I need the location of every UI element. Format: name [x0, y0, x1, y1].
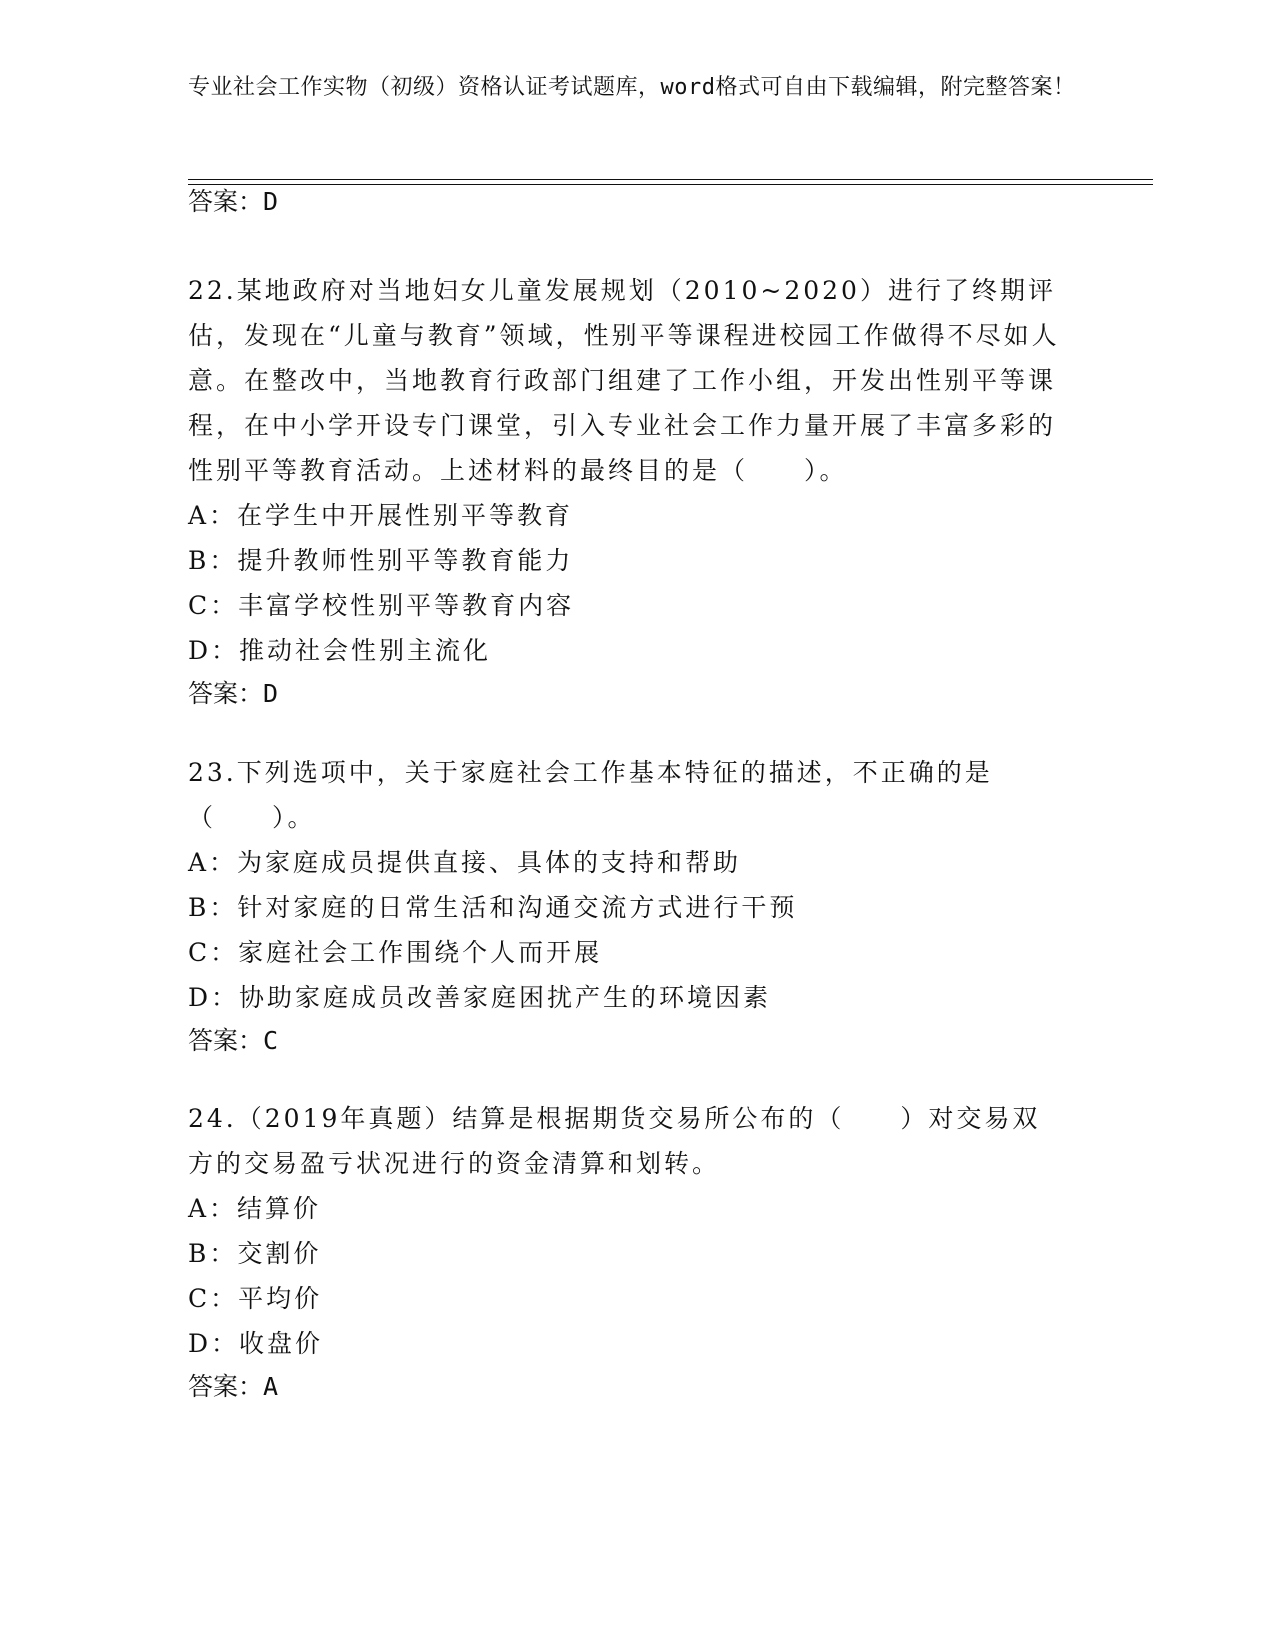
- header-rule-top: [188, 179, 1153, 180]
- answer: 答案：C: [188, 1026, 279, 1055]
- question-22: [188, 268, 1068, 711]
- option-a: A：在学生中开展性别平等教育: [188, 501, 574, 530]
- option-b: B：提升教师性别平等教育能力: [188, 546, 574, 575]
- answer-previous: 答案：D: [188, 187, 279, 216]
- option-d: D：推动社会性别主流化: [188, 636, 492, 665]
- option-a: A：为家庭成员提供直接、具体的支持和帮助: [188, 848, 742, 877]
- answer: 答案：D: [188, 679, 279, 708]
- question-text: 22.某地政府对当地妇女儿童发展规划（2010~2020）进行了终期评估，发现在“儿童与教育”领域，性别平等课程进校园工作做得不尽如人意。在整改中，当地教育行政部门组建了工作小组，开发出性别平等课程，在中小学开设专门课堂，引入专业社会工作力量开展了丰富多彩的性别平等教育活动。上述材料的最终目的是（ ）。: [188, 276, 1060, 485]
- question-23: [188, 750, 1068, 1058]
- option-b: B：交割价: [188, 1239, 322, 1268]
- option-c: C：家庭社会工作围绕个人而开展: [188, 938, 603, 967]
- question-24: [188, 1096, 1068, 1404]
- option-b: B：针对家庭的日常生活和沟通交流方式进行干预: [188, 893, 798, 922]
- question-text: 24.（2019年真题）结算是根据期货交易所公布的（ ）对交易双方的交易盈亏状况进行的资金清算和划转。: [188, 1104, 1041, 1178]
- option-d: D：收盘价: [188, 1329, 324, 1358]
- question-text: 23.下列选项中，关于家庭社会工作基本特征的描述，不正确的是（ ）。: [188, 758, 993, 832]
- option-c: C：丰富学校性别平等教育内容: [188, 591, 575, 620]
- answer: 答案：A: [188, 1372, 279, 1401]
- page-header-note: 专业社会工作实物（初级）资格认证考试题库，word格式可自由下载编辑，附完整答案！: [188, 75, 1076, 100]
- option-a: A：结算价: [188, 1194, 322, 1223]
- option-c: C：平均价: [188, 1284, 323, 1313]
- option-d: D：协助家庭成员改善家庭困扰产生的环境因素: [188, 983, 772, 1012]
